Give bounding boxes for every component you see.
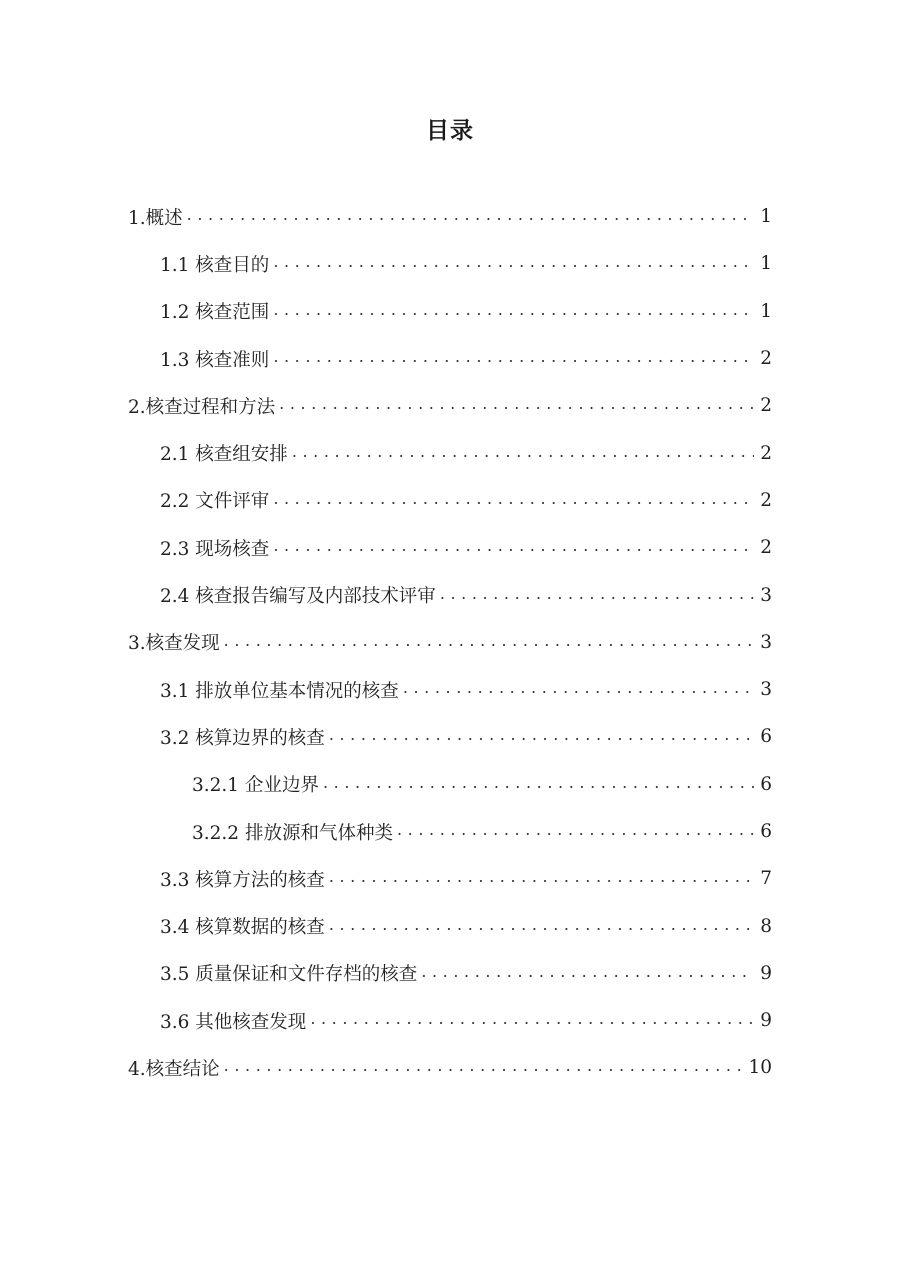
toc-entry[interactable] xyxy=(0,335,900,382)
toc-entry-label: 3.4 核算数据的核查 xyxy=(160,917,325,939)
toc-entry-label: 4.核查结论 xyxy=(128,1058,220,1080)
toc-entry[interactable] xyxy=(0,761,900,808)
toc-entry-label: 3.2.1 企业边界 xyxy=(192,775,319,797)
toc-dot-leader xyxy=(329,915,754,934)
toc-entry-page-number: 2 xyxy=(760,348,772,370)
toc-entry[interactable] xyxy=(0,477,900,524)
toc-entry-label: 2.2 文件评审 xyxy=(160,491,270,513)
toc-entry-label: 1.1 核查目的 xyxy=(160,254,270,276)
toc-entry[interactable] xyxy=(0,1044,900,1091)
toc-entry-label: 2.3 现场核查 xyxy=(160,538,270,560)
toc-entry-page-number: 6 xyxy=(760,773,772,795)
toc-dot-leader xyxy=(273,252,754,271)
toc-dot-leader xyxy=(310,1009,754,1028)
toc-dot-leader xyxy=(397,820,754,839)
toc-dot-leader xyxy=(440,584,754,603)
toc-entry-label: 3.2.2 排放源和气体种类 xyxy=(192,822,393,844)
toc-dot-leader xyxy=(187,205,754,224)
toc-entry[interactable] xyxy=(0,808,900,855)
toc-entry[interactable] xyxy=(0,193,900,240)
toc-entry-page-number: 3 xyxy=(760,631,772,653)
toc-entry[interactable] xyxy=(0,950,900,997)
toc-entry[interactable] xyxy=(0,240,900,287)
toc-entry-page-number: 3 xyxy=(760,679,772,701)
toc-entry-page-number: 1 xyxy=(760,300,772,322)
toc-entry-label: 1.概述 xyxy=(128,207,183,229)
toc-entry-page-number: 2 xyxy=(760,442,772,464)
toc-entry-page-number: 9 xyxy=(760,962,772,984)
toc-dot-leader xyxy=(273,300,754,319)
toc-entry-label: 1.3 核查准则 xyxy=(160,349,270,371)
toc-entry[interactable] xyxy=(0,997,900,1044)
toc-dot-leader xyxy=(279,394,754,413)
toc-entry-page-number: 3 xyxy=(760,584,772,606)
toc-entry[interactable] xyxy=(0,429,900,476)
toc-entry[interactable] xyxy=(0,524,900,571)
toc-dot-leader xyxy=(273,347,754,366)
toc-entry-label: 3.5 质量保证和文件存档的核查 xyxy=(160,964,418,986)
toc-entry[interactable] xyxy=(0,855,900,902)
toc-entry-page-number: 2 xyxy=(760,489,772,511)
toc-entry-page-number: 2 xyxy=(760,537,772,559)
toc-entry-page-number: 2 xyxy=(760,395,772,417)
toc-entry[interactable] xyxy=(0,902,900,949)
toc-entry-label: 3.1 排放单位基本情况的核查 xyxy=(160,680,399,702)
toc-dot-leader xyxy=(323,773,754,792)
toc-title: 目录 xyxy=(426,118,474,144)
toc-entry-page-number: 6 xyxy=(760,821,772,842)
toc-entry-page-number: 6 xyxy=(760,726,772,748)
toc-entry-page-number: 8 xyxy=(760,915,772,937)
toc-dot-leader xyxy=(421,962,754,981)
toc-entry[interactable] xyxy=(0,382,900,429)
toc-entry-page-number: 7 xyxy=(760,868,772,890)
toc-entry-label: 3.6 其他核查发现 xyxy=(160,1011,307,1033)
toc-dot-leader xyxy=(273,489,754,508)
toc-entry-page-number: 1 xyxy=(760,206,772,228)
toc-entry-label: 2.1 核查组安排 xyxy=(160,444,288,466)
toc-entry[interactable] xyxy=(0,619,900,666)
toc-entry-label: 2.4 核查报告编写及内部技术评审 xyxy=(160,586,436,608)
toc-entry-page-number: 10 xyxy=(748,1057,772,1079)
toc-entry-label: 3.2 核算边界的核查 xyxy=(160,727,325,749)
toc-dot-leader xyxy=(292,442,754,461)
toc-dot-leader xyxy=(403,678,754,697)
toc-dot-leader xyxy=(273,536,754,555)
toc-entry[interactable] xyxy=(0,666,900,713)
table-of-contents xyxy=(0,193,900,1092)
toc-entry-label: 2.核查过程和方法 xyxy=(128,396,276,418)
toc-entry-label: 1.2 核查范围 xyxy=(160,302,270,324)
toc-dot-leader xyxy=(224,1056,743,1075)
toc-dot-leader xyxy=(329,725,754,744)
toc-dot-leader xyxy=(329,867,754,886)
toc-entry[interactable] xyxy=(0,571,900,618)
toc-entry-page-number: 9 xyxy=(760,1010,772,1032)
toc-entry-label: 3.核查发现 xyxy=(128,633,220,655)
toc-entry[interactable] xyxy=(0,713,900,760)
toc-entry-label: 3.3 核算方法的核查 xyxy=(160,869,325,891)
toc-entry-page-number: 1 xyxy=(760,253,772,275)
toc-entry[interactable] xyxy=(0,288,900,335)
toc-dot-leader xyxy=(224,631,754,650)
